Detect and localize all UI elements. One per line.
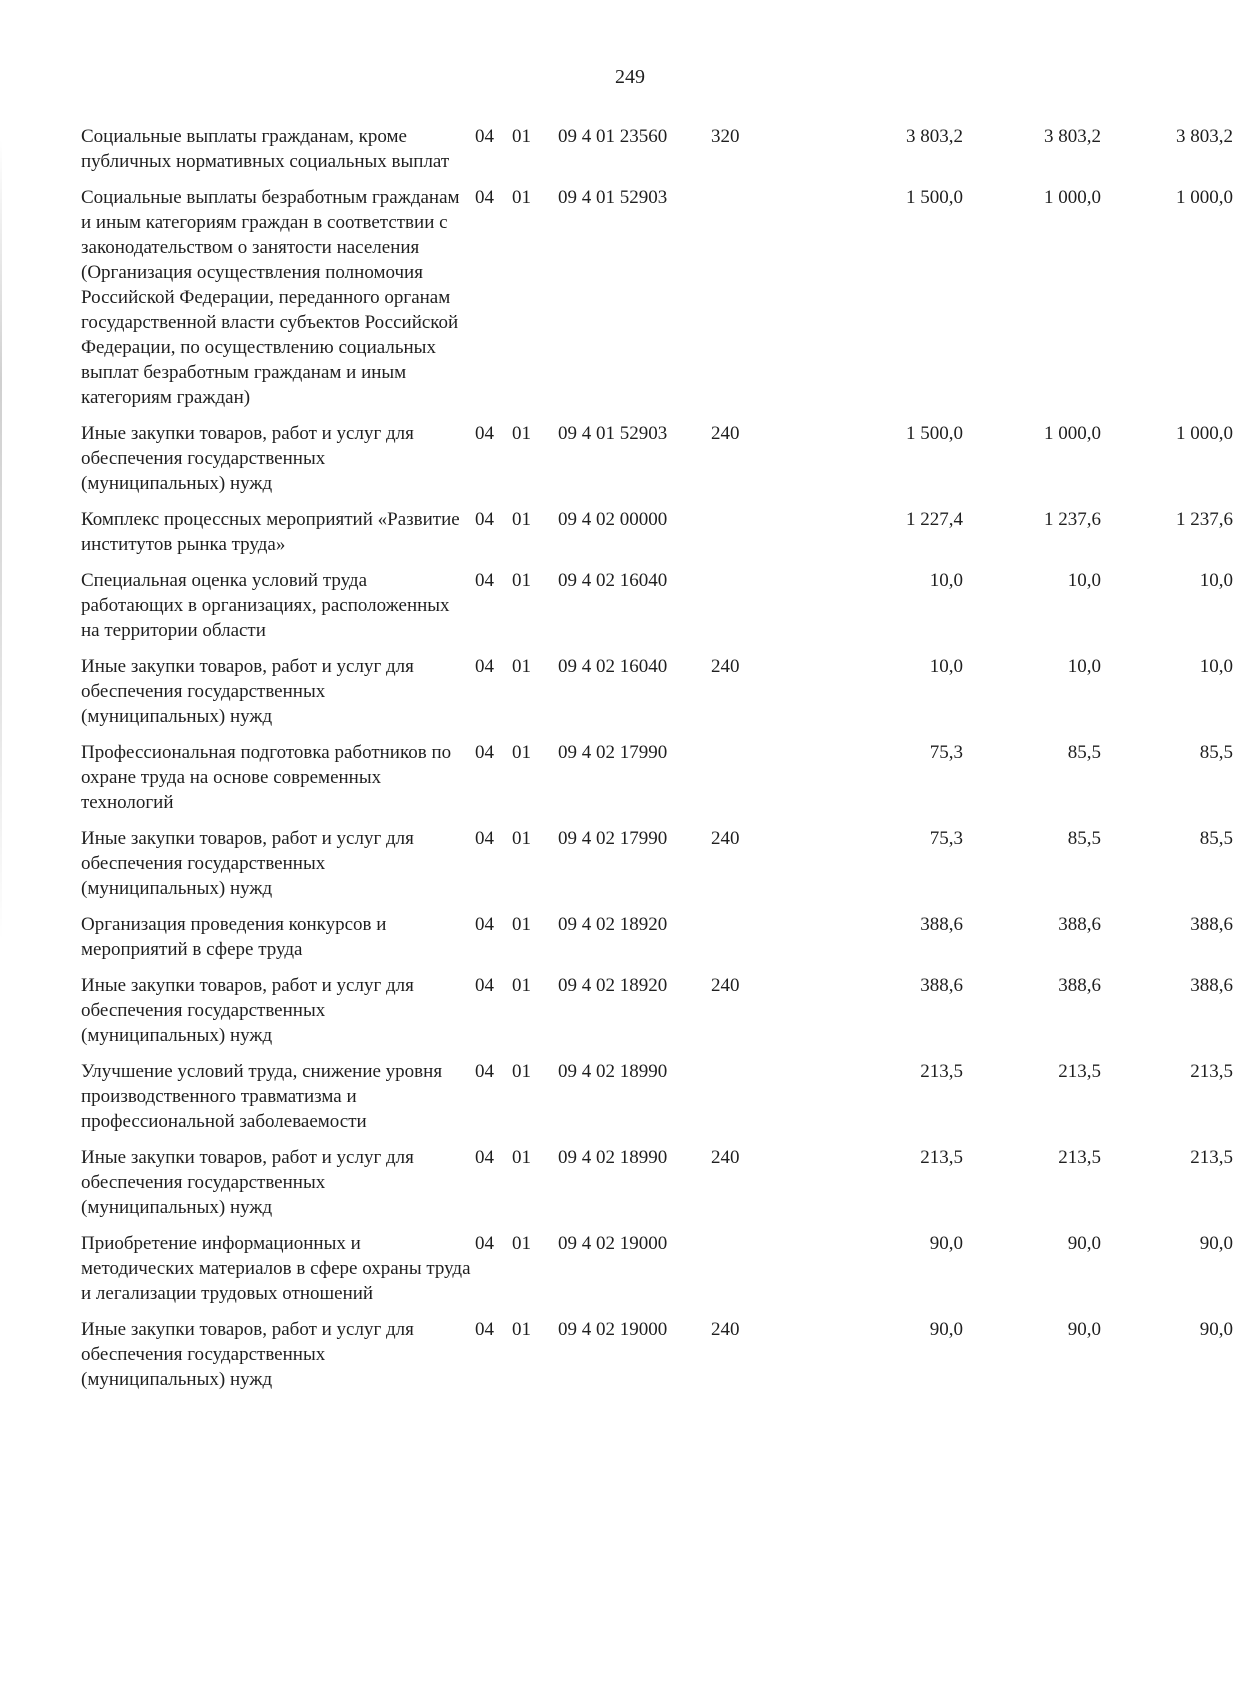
row-podrazdel: 01 bbox=[512, 1147, 531, 1168]
row-podrazdel: 01 bbox=[512, 187, 531, 208]
row-amount-year-3: 213,5 bbox=[1190, 1147, 1233, 1168]
row-podrazdel: 01 bbox=[512, 656, 531, 677]
row-name: Иные закупки товаров, работ и услуг для обеспечения государственных (муниципальных) нужд bbox=[81, 656, 414, 727]
row-razdel: 04 bbox=[475, 914, 494, 935]
row-amount-year-3: 10,0 bbox=[1199, 656, 1233, 677]
page-number: 249 bbox=[615, 66, 645, 88]
row-amount-year-1: 75,3 bbox=[929, 828, 963, 849]
table-row bbox=[81, 185, 1233, 410]
row-expense-type: 320 bbox=[711, 126, 740, 147]
row-amount-year-3: 388,6 bbox=[1190, 914, 1233, 935]
row-expense-type: 240 bbox=[711, 828, 740, 849]
row-name: Иные закупки товаров, работ и услуг для обеспечения государственных (муниципальных) нужд bbox=[81, 423, 414, 494]
table-row bbox=[81, 912, 1233, 962]
row-amount-year-1: 1 227,4 bbox=[906, 509, 963, 530]
row-target-code: 09 4 02 18990 bbox=[558, 1147, 668, 1168]
row-amount-year-2: 388,6 bbox=[1058, 975, 1101, 996]
row-name: Иные закупки товаров, работ и услуг для обеспечения государственных (муниципальных) нужд bbox=[81, 828, 414, 899]
row-amount-year-1: 3 803,2 bbox=[906, 126, 963, 147]
row-name: Социальные выплаты безработным гражданам и иным категориям граждан в соответствии с законодательством о занятости населения (Организация осуществления полномочия Российской Федерации, переданного органам государственной власти субъектов Российской Федерации, по осуществлению социальных выплат безработным гражданам и иным категориям граждан) bbox=[81, 187, 460, 408]
row-amount-year-2: 3 803,2 bbox=[1044, 126, 1101, 147]
row-name: Социальные выплаты гражданам, кроме публичных нормативных социальных выплат bbox=[81, 126, 450, 172]
row-amount-year-3: 3 803,2 bbox=[1176, 126, 1233, 147]
row-amount-year-1: 75,3 bbox=[929, 742, 963, 763]
row-target-code: 09 4 02 17990 bbox=[558, 742, 668, 763]
row-amount-year-3: 1 237,6 bbox=[1176, 509, 1233, 530]
row-podrazdel: 01 bbox=[512, 828, 531, 849]
row-razdel: 04 bbox=[475, 509, 494, 530]
table-row bbox=[81, 973, 1233, 1048]
row-name: Иные закупки товаров, работ и услуг для обеспечения государственных (муниципальных) нужд bbox=[81, 1319, 414, 1390]
table-row bbox=[81, 507, 1233, 557]
row-razdel: 04 bbox=[475, 187, 494, 208]
row-podrazdel: 01 bbox=[512, 509, 531, 530]
row-amount-year-2: 10,0 bbox=[1067, 656, 1101, 677]
row-target-code: 09 4 02 19000 bbox=[558, 1319, 668, 1340]
row-target-code: 09 4 02 18990 bbox=[558, 1061, 668, 1082]
table-row bbox=[81, 124, 1233, 174]
row-podrazdel: 01 bbox=[512, 914, 531, 935]
row-amount-year-3: 1 000,0 bbox=[1176, 187, 1233, 208]
table-row bbox=[81, 740, 1233, 815]
row-amount-year-3: 85,5 bbox=[1199, 828, 1233, 849]
row-amount-year-2: 10,0 bbox=[1067, 570, 1101, 591]
row-target-code: 09 4 02 17990 bbox=[558, 828, 668, 849]
row-name: Приобретение информационных и методических материалов в сфере охраны труда и легализации трудовых отношений bbox=[81, 1233, 471, 1304]
table-row bbox=[81, 654, 1233, 729]
table-row bbox=[81, 1145, 1233, 1220]
row-name: Организация проведения конкурсов и мероприятий в сфере труда bbox=[81, 914, 387, 960]
row-razdel: 04 bbox=[475, 126, 494, 147]
row-target-code: 09 4 02 19000 bbox=[558, 1233, 668, 1254]
row-amount-year-3: 90,0 bbox=[1199, 1319, 1233, 1340]
row-name: Иные закупки товаров, работ и услуг для обеспечения государственных (муниципальных) нужд bbox=[81, 975, 414, 1046]
row-amount-year-2: 1 000,0 bbox=[1044, 187, 1101, 208]
row-amount-year-1: 90,0 bbox=[929, 1319, 963, 1340]
row-name: Иные закупки товаров, работ и услуг для обеспечения государственных (муниципальных) нужд bbox=[81, 1147, 414, 1218]
row-name: Специальная оценка условий труда работающих в организациях, расположенных на территории области bbox=[81, 570, 450, 641]
row-amount-year-2: 85,5 bbox=[1067, 828, 1101, 849]
row-name: Комплекс процессных мероприятий «Развитие институтов рынка труда» bbox=[81, 509, 460, 555]
row-amount-year-3: 388,6 bbox=[1190, 975, 1233, 996]
row-razdel: 04 bbox=[475, 1233, 494, 1254]
row-razdel: 04 bbox=[475, 828, 494, 849]
table-row bbox=[81, 421, 1233, 496]
row-amount-year-3: 85,5 bbox=[1199, 742, 1233, 763]
row-expense-type: 240 bbox=[711, 975, 740, 996]
row-razdel: 04 bbox=[475, 975, 494, 996]
row-amount-year-3: 1 000,0 bbox=[1176, 423, 1233, 444]
row-name: Улучшение условий труда, снижение уровня производственного травматизма и профессиональной заболеваемости bbox=[81, 1061, 443, 1132]
row-amount-year-3: 213,5 bbox=[1190, 1061, 1233, 1082]
row-amount-year-1: 90,0 bbox=[929, 1233, 963, 1254]
row-target-code: 09 4 02 18920 bbox=[558, 975, 668, 996]
row-amount-year-3: 90,0 bbox=[1199, 1233, 1233, 1254]
row-expense-type: 240 bbox=[711, 423, 740, 444]
row-target-code: 09 4 02 18920 bbox=[558, 914, 668, 935]
row-amount-year-1: 1 500,0 bbox=[906, 187, 963, 208]
row-podrazdel: 01 bbox=[512, 126, 531, 147]
row-amount-year-2: 388,6 bbox=[1058, 914, 1101, 935]
row-podrazdel: 01 bbox=[512, 1233, 531, 1254]
row-podrazdel: 01 bbox=[512, 742, 531, 763]
row-target-code: 09 4 01 23560 bbox=[558, 126, 668, 147]
row-amount-year-1: 1 500,0 bbox=[906, 423, 963, 444]
row-amount-year-2: 90,0 bbox=[1067, 1233, 1101, 1254]
row-expense-type: 240 bbox=[711, 1147, 740, 1168]
table-row bbox=[81, 1059, 1233, 1134]
row-amount-year-1: 213,5 bbox=[920, 1061, 963, 1082]
row-target-code: 09 4 02 00000 bbox=[558, 509, 668, 530]
row-amount-year-1: 388,6 bbox=[920, 914, 963, 935]
row-razdel: 04 bbox=[475, 570, 494, 591]
table-row bbox=[81, 1317, 1233, 1392]
row-amount-year-2: 213,5 bbox=[1058, 1061, 1101, 1082]
row-podrazdel: 01 bbox=[512, 975, 531, 996]
row-amount-year-2: 213,5 bbox=[1058, 1147, 1101, 1168]
row-amount-year-1: 388,6 bbox=[920, 975, 963, 996]
row-expense-type: 240 bbox=[711, 1319, 740, 1340]
row-razdel: 04 bbox=[475, 742, 494, 763]
row-razdel: 04 bbox=[475, 1147, 494, 1168]
budget-table bbox=[81, 124, 1233, 1403]
row-podrazdel: 01 bbox=[512, 1319, 531, 1340]
row-podrazdel: 01 bbox=[512, 570, 531, 591]
row-razdel: 04 bbox=[475, 656, 494, 677]
row-expense-type: 240 bbox=[711, 656, 740, 677]
table-row bbox=[81, 568, 1233, 643]
row-target-code: 09 4 01 52903 bbox=[558, 187, 668, 208]
row-razdel: 04 bbox=[475, 423, 494, 444]
row-razdel: 04 bbox=[475, 1061, 494, 1082]
row-amount-year-2: 90,0 bbox=[1067, 1319, 1101, 1340]
row-amount-year-1: 10,0 bbox=[929, 656, 963, 677]
row-amount-year-2: 1 000,0 bbox=[1044, 423, 1101, 444]
row-amount-year-3: 10,0 bbox=[1199, 570, 1233, 591]
row-amount-year-2: 85,5 bbox=[1067, 742, 1101, 763]
row-target-code: 09 4 02 16040 bbox=[558, 656, 668, 677]
row-name: Профессиональная подготовка работников по охране труда на основе современных технологий bbox=[81, 742, 452, 813]
row-target-code: 09 4 02 16040 bbox=[558, 570, 668, 591]
row-target-code: 09 4 01 52903 bbox=[558, 423, 668, 444]
row-podrazdel: 01 bbox=[512, 1061, 531, 1082]
row-amount-year-1: 10,0 bbox=[929, 570, 963, 591]
table-row bbox=[81, 826, 1233, 901]
scan-edge-shadow bbox=[0, 140, 2, 940]
table-row bbox=[81, 1231, 1233, 1306]
row-podrazdel: 01 bbox=[512, 423, 531, 444]
row-razdel: 04 bbox=[475, 1319, 494, 1340]
row-amount-year-1: 213,5 bbox=[920, 1147, 963, 1168]
row-amount-year-2: 1 237,6 bbox=[1044, 509, 1101, 530]
